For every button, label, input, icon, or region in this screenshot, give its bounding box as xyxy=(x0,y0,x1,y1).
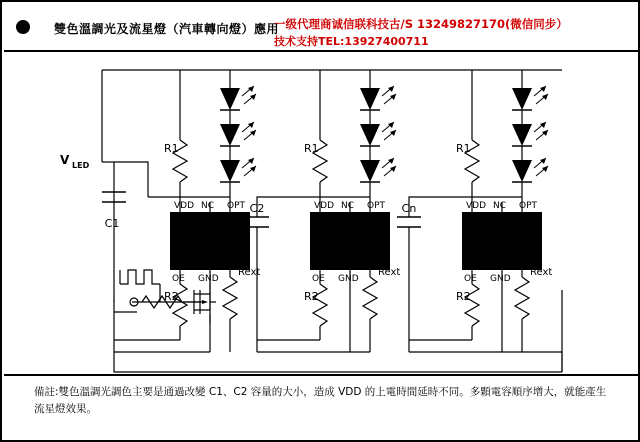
pin-gnd-2: GND xyxy=(338,274,359,284)
page-title: 雙色溫調光及流星燈（汽車轉向燈）應用 xyxy=(54,22,280,36)
divider-bottom xyxy=(4,374,640,376)
schematic-svg xyxy=(2,52,640,374)
led-1c xyxy=(220,158,256,182)
pin-vdd-3: VDD xyxy=(466,201,487,211)
label-rext-stage2: Rext xyxy=(378,267,401,278)
resistor-r1-stage1 xyxy=(173,70,187,197)
footer-note: 備註:雙色溫調光調色主要是通過改變 C1、C2 容量的大小，造成 VDD 的上電時間延時不同。多顆電容順序增大，就能產生流星燈效果。 xyxy=(34,386,607,415)
advert-line-2: 技术支持TEL:13927400711 xyxy=(274,35,429,48)
label-r1-stage2: R1 xyxy=(304,142,319,155)
label-r1-stage1: R1 xyxy=(164,142,179,155)
ic-label-2: NU510 xyxy=(329,235,371,248)
label-rext-stage3: Rext xyxy=(530,267,553,278)
pin-oe-2: OE xyxy=(312,274,325,284)
pin-oe-3: OE xyxy=(464,274,477,284)
label-c1: C1 xyxy=(104,217,120,230)
pin-nc-2: NC xyxy=(341,201,355,211)
led-3b xyxy=(512,122,548,146)
label-c2: C2 xyxy=(249,202,265,215)
led-1b xyxy=(220,122,256,146)
pin-opt-3: OPT xyxy=(519,201,538,211)
pwm-waveform xyxy=(114,270,160,302)
bullet-icon xyxy=(16,20,30,34)
led-1a xyxy=(220,86,256,110)
ic-label-1: NU510 xyxy=(189,235,231,248)
label-r2-stage3: R2 xyxy=(456,290,471,303)
label-r1-stage3: R1 xyxy=(456,142,471,155)
led-3c xyxy=(512,158,548,182)
mosfet-symbol xyxy=(184,282,216,324)
advert-line-1: 一级代理商诚信联科技古/S 13249827170(微信同步） xyxy=(274,17,568,31)
pin-gnd-3: GND xyxy=(490,274,511,284)
led-2a xyxy=(360,86,396,110)
pin-vdd-2: VDD xyxy=(314,201,335,211)
resistor-r1-stage3 xyxy=(465,70,479,197)
pin-vdd-1: VDD xyxy=(174,201,195,211)
ic-label-3: NU510 xyxy=(481,235,523,248)
pin-nc-3: NC xyxy=(493,201,507,211)
led-2c xyxy=(360,158,396,182)
led-2b xyxy=(360,122,396,146)
label-vled: V xyxy=(60,153,70,167)
resistor-r1-stage2 xyxy=(313,70,327,197)
label-r2-stage2: R2 xyxy=(304,290,319,303)
label-vled-sub: LED xyxy=(72,161,90,170)
schematic-canvas xyxy=(2,52,640,374)
label-cn: Cn xyxy=(401,202,417,215)
pin-nc-1: NC xyxy=(201,201,215,211)
label-r2-stage1: R2 xyxy=(164,290,179,303)
pin-opt-1: OPT xyxy=(227,201,246,211)
led-3a xyxy=(512,86,548,110)
pin-gnd-1: GND xyxy=(198,274,219,284)
label-rext-stage1: Rext xyxy=(238,267,261,278)
pin-oe-1: OE xyxy=(172,274,185,284)
capacitor-cn xyxy=(397,217,421,227)
pin-opt-2: OPT xyxy=(367,201,386,211)
